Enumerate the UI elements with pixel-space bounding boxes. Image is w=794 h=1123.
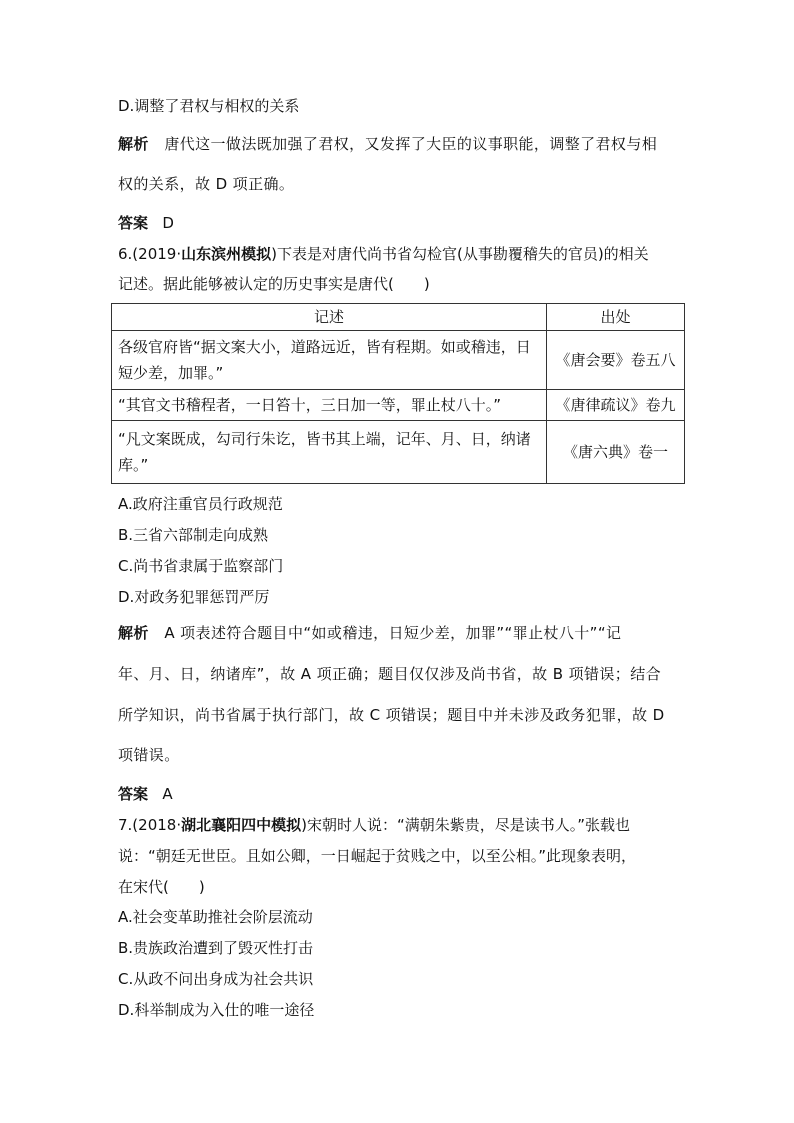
q6-stem-prefix: 6.(2019· bbox=[118, 245, 182, 263]
q6-analysis-line1 bbox=[118, 623, 621, 643]
q5-answer bbox=[118, 213, 174, 233]
table-row bbox=[112, 421, 685, 484]
q7-option-b: B.贵族政治遭到了毁灭性打击 bbox=[118, 939, 314, 957]
q6-analysis-line4: 项错误。 bbox=[118, 746, 180, 764]
answer-value: D bbox=[162, 214, 174, 232]
q7-stem-line1 bbox=[118, 815, 630, 835]
q5-option-d: D.调整了君权与相权的关系 bbox=[118, 97, 300, 115]
q7-stem-line2: 说：“朝廷无世臣。且如公卿，一日崛起于贫贱之中，以至公相。”此现象表明， bbox=[118, 847, 637, 865]
q7-stem-source: 湖北襄阳四中模拟 bbox=[181, 816, 302, 834]
q7-stem-line3: 在宋代( ) bbox=[118, 878, 205, 896]
table-header-text: 记述 bbox=[112, 304, 547, 331]
q7-stem-prefix: 7.(2018· bbox=[118, 816, 182, 834]
table-row bbox=[112, 390, 685, 421]
analysis-text: A 项表述符合题目中“如或稽违，日短少差，加罪”“罪止杖八十”“记 bbox=[164, 624, 622, 642]
q6-option-a: A.政府注重官员行政规范 bbox=[118, 495, 283, 513]
table-header-row bbox=[112, 304, 685, 331]
table-cell-text: “其官文书稽程者，一日笞十，三日加一等，罪止杖八十。” bbox=[112, 390, 547, 421]
q7-option-c: C.从政不问出身成为社会共识 bbox=[118, 970, 314, 988]
q5-analysis-line1 bbox=[118, 134, 657, 154]
q6-option-b: B.三省六部制走向成熟 bbox=[118, 526, 269, 544]
q6-stem-line1 bbox=[118, 244, 649, 264]
q7-stem-rest: )宋朝时人说：“满朝朱紫贵，尽是读书人。”张载也 bbox=[301, 816, 631, 834]
table-header-source: 出处 bbox=[547, 304, 685, 331]
q7-option-d: D.科举制成为入仕的唯一途径 bbox=[118, 1001, 315, 1019]
answer-value: A bbox=[162, 785, 173, 803]
analysis-text: 唐代这一做法既加强了君权，又发挥了大臣的议事职能，调整了君权与相 bbox=[164, 135, 658, 153]
q6-answer bbox=[118, 784, 173, 804]
table-cell-text: “凡文案既成，勾司行朱讫，皆书其上端，记年、月、日，纳诸库。” bbox=[112, 421, 547, 484]
table-cell-text: 各级官府皆“据文案大小，道路远近，皆有程期。如或稽违，日短少差，加罪。” bbox=[112, 331, 547, 390]
q5-analysis-line2: 权的关系，故 D 项正确。 bbox=[118, 175, 295, 193]
q6-stem-source: 山东滨州模拟 bbox=[181, 245, 272, 263]
q6-table bbox=[111, 303, 685, 484]
table-cell-source: 《唐六典》卷一 bbox=[547, 421, 685, 484]
answer-label: 答案 bbox=[118, 785, 149, 803]
q6-analysis-line3: 所学知识，尚书省属于执行部门，故 C 项错误；题目中并未涉及政务犯罪，故 D bbox=[118, 706, 665, 724]
q6-option-c: C.尚书省隶属于监察部门 bbox=[118, 557, 284, 575]
table-cell-source: 《唐律疏议》卷九 bbox=[547, 390, 685, 421]
table-row bbox=[112, 331, 685, 390]
q6-analysis-line2: 年、月、日，纳诸库”，故 A 项正确；题目仅仅涉及尚书省，故 B 项错误；结合 bbox=[118, 665, 661, 683]
q6-option-d: D.对政务犯罪惩罚严厉 bbox=[118, 588, 270, 606]
q6-stem-line2: 记述。据此能够被认定的历史事实是唐代( ) bbox=[118, 275, 430, 293]
analysis-label: 解析 bbox=[118, 135, 149, 153]
answer-label: 答案 bbox=[118, 214, 149, 232]
q6-stem-rest: )下表是对唐代尚书省勾检官(从事勘覆稽失的官员)的相关 bbox=[271, 245, 649, 263]
q7-option-a: A.社会变革助推社会阶层流动 bbox=[118, 908, 313, 926]
analysis-label: 解析 bbox=[118, 624, 149, 642]
table-cell-source: 《唐会要》卷五八 bbox=[547, 331, 685, 390]
